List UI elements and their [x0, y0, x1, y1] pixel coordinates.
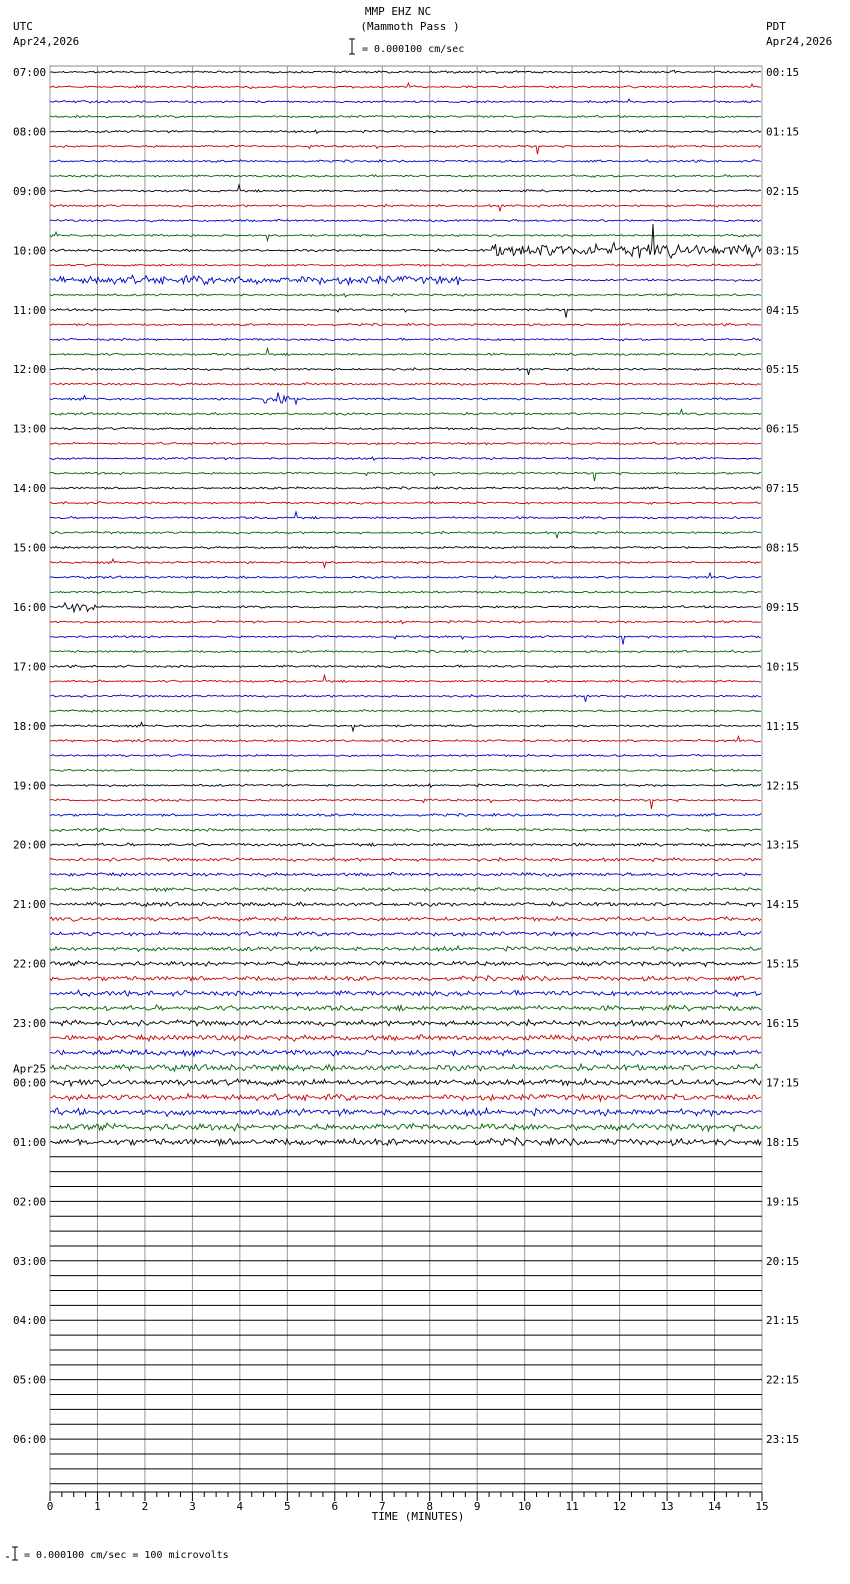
pdt-hour-label: 19:15 [766, 1195, 800, 1209]
seismic-trace [50, 99, 761, 103]
seismic-trace [50, 442, 761, 445]
seismic-trace [50, 573, 761, 579]
seismic-trace [50, 976, 761, 981]
seismic-trace [50, 843, 761, 846]
seismic-trace [50, 185, 761, 192]
seismic-trace [50, 695, 761, 702]
x-tick-label: 13 [660, 1500, 674, 1513]
seismic-trace [50, 888, 761, 892]
seismic-trace [50, 990, 761, 996]
seismic-trace [50, 769, 761, 772]
seismic-trace [50, 115, 761, 118]
pdt-hour-label: 12:15 [766, 779, 800, 793]
utc-hour-label: 01:00 [13, 1135, 47, 1149]
seismic-trace [50, 130, 761, 133]
station-title: MMP EHZ NC [364, 5, 432, 18]
seismic-trace [50, 1050, 761, 1056]
seismic-trace [50, 393, 761, 405]
pdt-hour-label: 17:15 [766, 1076, 800, 1090]
utc-hour-label: 15:00 [13, 541, 47, 555]
footer-scale-icon [3, 1545, 19, 1563]
seismic-trace [50, 219, 761, 222]
seismic-trace [50, 873, 761, 877]
seismic-trace [50, 232, 761, 241]
x-tick-label: 4 [236, 1500, 244, 1513]
utc-zone-label: UTC [13, 20, 33, 33]
seismic-trace [50, 813, 761, 816]
seismic-trace [50, 338, 761, 341]
seismic-trace [50, 603, 761, 612]
seismic-trace [50, 858, 761, 862]
x-tick-label: 1 [94, 1500, 101, 1513]
utc-date-label: Apr24,2026 [13, 35, 80, 48]
utc-hour-label: 18:00 [13, 719, 47, 733]
seismic-trace [50, 559, 761, 568]
seismic-trace [50, 323, 761, 326]
x-tick-label: 0 [46, 1500, 54, 1513]
pdt-hour-label: 14:15 [766, 898, 800, 912]
seismic-trace [50, 204, 761, 211]
utc-hour-label: 13:00 [13, 422, 47, 436]
pdt-hour-label: 21:15 [766, 1314, 800, 1328]
pdt-hour-label: 09:15 [766, 600, 800, 614]
utc-hour-label: 04:00 [13, 1314, 47, 1328]
labels [13, 66, 799, 1513]
seismic-trace [50, 83, 761, 89]
pdt-hour-label: 00:15 [766, 66, 800, 79]
seismic-trace [50, 799, 761, 809]
seismic-trace [50, 675, 761, 682]
pdt-zone-label: PDT [766, 20, 786, 33]
utc-hour-label: 09:00 [13, 184, 47, 198]
x-tick-label: 5 [284, 1500, 291, 1513]
pdt-hour-label: 23:15 [766, 1433, 800, 1447]
utc-hour-label: 17:00 [13, 660, 47, 674]
seismic-trace [50, 1020, 761, 1027]
seismic-trace [50, 784, 761, 787]
pdt-hour-label: 01:15 [766, 125, 800, 139]
utc-hour-label: 00:00 [13, 1076, 47, 1090]
utc-hour-label: 07:00 [13, 66, 47, 79]
pdt-hour-label: 04:15 [766, 303, 800, 317]
x-tick-label: 6 [331, 1500, 339, 1513]
seismic-trace [50, 828, 761, 831]
seismic-trace [50, 1005, 761, 1011]
seismic-trace [50, 457, 761, 460]
utc-hour-label: 10:00 [13, 244, 47, 258]
site-name: (Mammoth Pass ) [360, 20, 460, 33]
seismic-trace [50, 502, 761, 505]
pdt-hour-label: 07:15 [766, 482, 800, 496]
seismic-trace [50, 348, 761, 355]
seismic-trace [50, 70, 761, 73]
x-axis-title: TIME (MINUTES) [371, 1510, 465, 1523]
seismic-trace [50, 309, 761, 318]
pdt-hour-label: 20:15 [766, 1254, 800, 1268]
seismic-trace [50, 546, 761, 549]
seismic-trace [50, 427, 761, 429]
seismic-trace [50, 275, 761, 285]
seismic-trace [50, 531, 761, 538]
seismic-trace [50, 723, 761, 732]
utc-hour-label: 11:00 [13, 303, 47, 317]
seismic-trace [50, 931, 761, 936]
pdt-hour-label: 16:15 [766, 1017, 800, 1031]
x-tick-label: 9 [473, 1500, 481, 1513]
x-tick-label: 7 [378, 1500, 386, 1513]
utc-hour-label: 16:00 [13, 600, 47, 614]
seismic-trace [50, 1064, 761, 1071]
seismic-trace [50, 294, 761, 297]
pdt-hour-label: 10:15 [766, 660, 800, 674]
pdt-hour-label: 05:15 [766, 363, 800, 377]
x-tick-label: 12 [612, 1500, 627, 1513]
x-tick-label: 10 [518, 1500, 532, 1513]
seismic-trace [50, 1108, 761, 1116]
pdt-hour-label: 18:15 [766, 1135, 800, 1149]
footer-scale-label: = 0.000100 cm/sec = 100 microvolts [24, 1550, 229, 1561]
traces [50, 70, 762, 1484]
pdt-hour-label: 15:15 [766, 957, 800, 971]
seismic-trace [50, 902, 761, 907]
utc-date-change-label: Apr25 [13, 1062, 47, 1076]
seismic-trace [50, 650, 761, 653]
seismic-trace [50, 1123, 761, 1131]
seismic-trace [50, 636, 761, 645]
pdt-hour-label: 02:15 [766, 184, 800, 198]
seismic-trace [50, 1138, 761, 1146]
seismic-trace [50, 224, 761, 258]
seismic-trace [50, 383, 761, 386]
seismic-trace [50, 665, 761, 668]
pdt-hour-label: 11:15 [766, 719, 800, 733]
seismic-trace [50, 1079, 761, 1086]
pdt-hour-label: 06:15 [766, 422, 800, 436]
seismic-trace [50, 621, 761, 624]
pdt-hour-label: 13:15 [766, 838, 800, 852]
seismic-trace [50, 145, 761, 154]
pdt-hour-label: 03:15 [766, 244, 800, 258]
scale-label: = 0.000100 cm/sec [362, 44, 465, 55]
seismic-trace [50, 175, 761, 178]
utc-hour-label: 06:00 [13, 1433, 47, 1447]
utc-hour-label: 23:00 [13, 1017, 47, 1031]
x-tick-label: 2 [141, 1500, 149, 1513]
x-tick-label: 11 [565, 1500, 579, 1513]
pdt-hour-label: 08:15 [766, 541, 800, 555]
seismic-trace [50, 472, 761, 481]
seismic-trace [50, 264, 761, 266]
x-tick-label: 14 [707, 1500, 722, 1513]
utc-hour-label: 02:00 [13, 1195, 47, 1209]
utc-hour-label: 14:00 [13, 482, 47, 496]
seismic-trace [50, 917, 761, 922]
seismic-trace [50, 512, 761, 519]
seismic-trace [50, 160, 761, 163]
seismic-trace [50, 736, 761, 742]
seismic-trace [50, 961, 761, 967]
x-tick-label: 3 [189, 1500, 196, 1513]
utc-hour-label: 20:00 [13, 838, 47, 852]
seismic-trace [50, 368, 761, 375]
seismic-trace [50, 487, 761, 490]
x-tick-label: 8 [426, 1500, 434, 1513]
utc-hour-label: 22:00 [13, 957, 47, 971]
seismic-trace [50, 754, 761, 756]
x-tick-label: 15 [755, 1500, 769, 1513]
utc-hour-label: 05:00 [13, 1373, 47, 1387]
utc-hour-label: 08:00 [13, 125, 47, 139]
pdt-date-label: Apr24,2026 [766, 35, 833, 48]
seismic-trace [50, 710, 761, 713]
pdt-hour-label: 22:15 [766, 1373, 800, 1387]
utc-hour-label: 12:00 [13, 363, 47, 377]
seismic-trace [50, 1035, 761, 1042]
utc-hour-label: 21:00 [13, 898, 47, 912]
utc-hour-label: 03:00 [13, 1254, 47, 1268]
seismic-trace [50, 409, 761, 415]
seismic-trace [50, 591, 761, 593]
seismic-trace [50, 946, 761, 952]
seismic-trace [50, 1094, 761, 1101]
utc-hour-label: 19:00 [13, 779, 47, 793]
